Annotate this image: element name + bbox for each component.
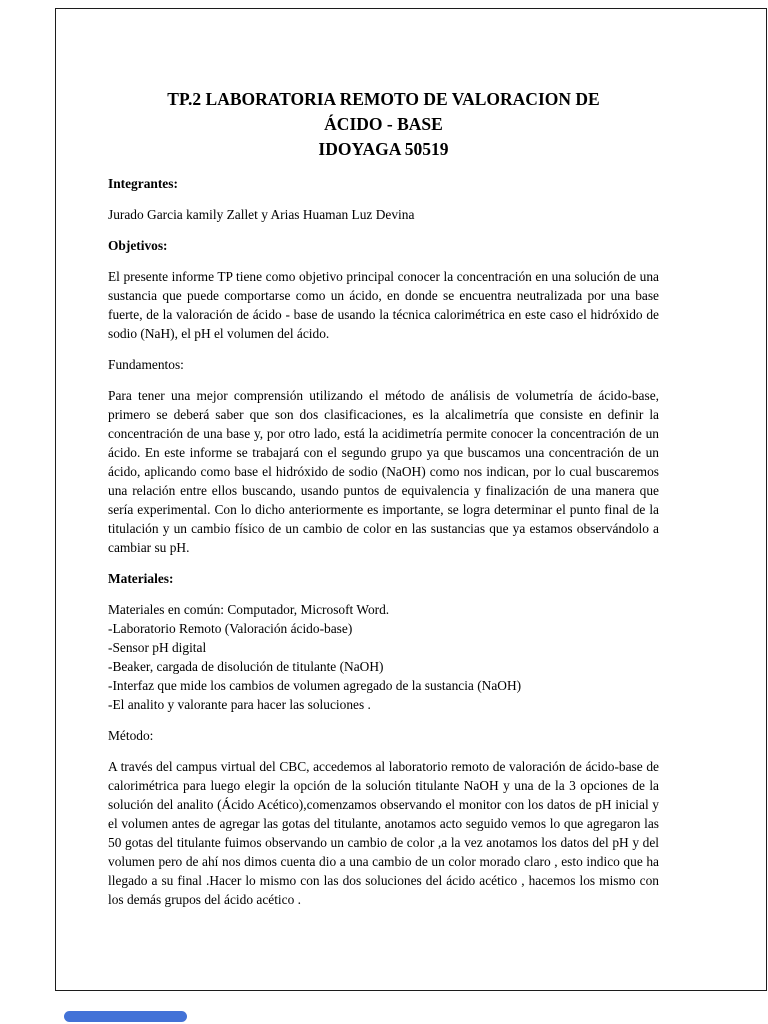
heading-metodo: Método: <box>108 728 154 743</box>
document-page <box>55 8 767 991</box>
title-line-3: IDOYAGA 50519 <box>318 139 449 159</box>
paragraph-fundamentos: Para tener una mejor comprensión utilizando el método de análisis de volumetría de ácido-base, primero se deberá saber que son dos clasificaciones, es la alcalimetría que consiste en definir la concentración de una base y, por otro lado, está la acidimetría permite conocer la concentración de un ácido. En este informe se trabajará con el segundo grupo ya que buscamos una concentración de un ácido, aplicando como base el hidróxido de sodio (NaOH) como nos indican, por lo cual buscaremos una relación entre ellos buscando, usando puntos de equivalencia y finalización de una manera que sería experimental. Con lo dicho anteriormente es importante, se logra determinar el punto final de la titulación y un cambio físico de un cambio de color en las sustancias que ya estamos observándolo a cambiar su pH. <box>108 388 659 555</box>
material-item: -Beaker, cargada de disolución de titulante (NaOH) <box>108 659 384 674</box>
page-content <box>56 9 766 909</box>
title-line-2: ÁCIDO - BASE <box>324 114 443 134</box>
horizontal-scrollbar-thumb[interactable] <box>64 1011 187 1022</box>
heading-integrantes: Integrantes: <box>108 176 178 191</box>
heading-objetivos: Objetivos: <box>108 238 168 253</box>
page-title <box>108 87 659 162</box>
heading-fundamentos: Fundamentos: <box>108 357 184 372</box>
material-item: -El analito y valorante para hacer las soluciones . <box>108 697 371 712</box>
paragraph-metodo: A través del campus virtual del CBC, accedemos al laboratorio remoto de valoración de ácido-base de calorimétrica para luego elegir la opción de la solución titulante NaOH y una de la 3 opciones de la solución del analito (Ácido Acético),comenzamos observando el monitor con los datos de pH inicial y el volumen antes de agregar las gotas del titulante, anotamos acto seguido vemos lo que agregaron las 50 gotas del titulante fuimos observando un cambio de color ,a la vez anotamos los datos del pH y del volumen pero de ahí nos dimos cuenta dio a una cambio de un color morado claro , esto indico que ha llegado a su final .Hacer lo mismo con las dos soluciones del ácido acético , hacemos los mismo con los demás grupos del ácido acético . <box>108 759 659 907</box>
heading-materiales: Materiales: <box>108 571 174 586</box>
material-item: -Sensor pH digital <box>108 640 207 655</box>
paragraph-objetivos: El presente informe TP tiene como objetivo principal conocer la concentración en una solución de una sustancia que puede comportarse como un ácido, en donde se encuentra neutralizada por una base fuerte, de la valoración de ácido - base de usando la técnica calorimétrica en este caso el hidróxido de sodio (NaH), el pH el volumen del ácido. <box>108 269 659 341</box>
material-item: -Laboratorio Remoto (Valoración ácido-base) <box>108 621 353 636</box>
material-item: -Interfaz que mide los cambios de volumen agregado de la sustancia (NaOH) <box>108 678 522 693</box>
material-item: Materiales en común: Computador, Microsoft Word. <box>108 602 390 617</box>
materials-list <box>108 600 659 714</box>
paragraph-integrantes: Jurado Garcia kamily Zallet y Arias Huaman Luz Devina <box>108 207 415 222</box>
title-line-1: TP.2 LABORATORIA REMOTO DE VALORACION DE <box>167 89 600 109</box>
